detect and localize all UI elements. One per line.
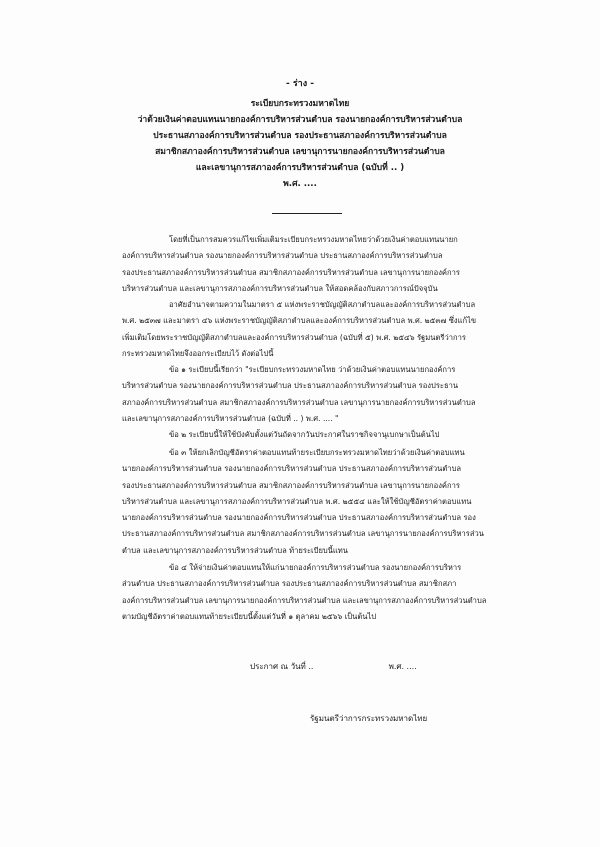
text-line: กระทรวงมหาดไทยจึงออกระเบียบไว้ ดังต่อไปนี้ bbox=[122, 349, 274, 359]
text-line: ข้อ ๔ ให้จ่ายเงินค่าตอบแทนให้แก่นายกองค์การบริหารส่วนตำบล รองนายกองค์การบริหาร bbox=[169, 563, 462, 572]
text-line: ตามบัญชีอัตราค่าตอบแทนท้ายระเบียบนี้ตั้งแต่วันที่ ๑ ตุลาคม ๒๕๖๖ เป็นต้นไป bbox=[122, 611, 377, 621]
heading-line: และเลขานุการสภาองค์การบริหารส่วนตำบล (ฉบับที่ .. ) bbox=[195, 163, 405, 173]
document-heading bbox=[60, 96, 540, 192]
text-line: ข้อ ๑ ระเบียบนี้เรียกว่า "ระเบียบกระทรวงมหาดไทย ว่าด้วยเงินค่าตอบแทนนายกองค์การ bbox=[169, 365, 456, 374]
text-line: นายกองค์การบริหารส่วนตำบล รองนายกองค์การบริหารส่วนตำบล ประธานสภาองค์การบริหารส่วนตำบล รอง bbox=[122, 513, 476, 523]
text-line: เพิ่มเติมโดยพระราชบัญญัติสภาตำบลและองค์การบริหารส่วนตำบล (ฉบับที่ ๕) พ.ศ. ๒๕๔๖ รัฐมนตรีว่าการ bbox=[122, 332, 466, 342]
heading-line: สมาชิกสภาองค์การบริหารส่วนตำบล เลขานุการนายกองค์การบริหารส่วนตำบล bbox=[155, 147, 445, 157]
announcement-date bbox=[250, 660, 417, 673]
text-line: ตำบล และเลขานุการสภาองค์การบริหารส่วนตำบล ท้ายระเบียบนี้แทน bbox=[122, 545, 349, 555]
text-line: พ.ศ. ๒๕๓๗ และมาตรา ๔๖ แห่งพระราชบัญญัติสภาตำบลและองค์การบริหารส่วนตำบล พ.ศ. ๒๕๓๗ ซึ่งแก้ไข bbox=[122, 316, 477, 326]
text-line: ข้อ ๓ ให้ยกเลิกบัญชีอัตราค่าตอบแทนท้ายระเบียบกระทรวงมหาดไทยว่าด้วยเงินค่าตอบแทน bbox=[169, 448, 465, 457]
text-line: ข้อ ๒ ระเบียบนี้ให้ใช้บังคับตั้งแต่วันถัดจากวันประกาศในราชกิจจานุเบกษาเป็นต้นไป bbox=[169, 430, 440, 439]
text-line: โดยที่เป็นการสมควรแก้ไขเพิ่มเติมระเบียบกระทรวงมหาดไทยว่าด้วยเงินค่าตอบแทนนายก bbox=[169, 235, 458, 244]
signatory: รัฐมนตรีว่าการกระทรวงมหาดไทย bbox=[310, 714, 428, 723]
text-line: สภาองค์การบริหารส่วนตำบล สมาชิกสภาองค์การบริหารส่วนตำบล เลขานุการนายกองค์การบริหารส่วนตำบล bbox=[122, 397, 476, 407]
heading-line: ประธานสภาองค์การบริหารส่วนตำบล รองประธานสภาองค์การบริหารส่วนตำบล bbox=[153, 131, 447, 141]
clause-3 bbox=[122, 445, 527, 559]
heading-line: ว่าด้วยเงินค่าตอบแทนนายกองค์การบริหารส่วนตำบล รองนายกองค์การบริหารส่วนตำบล bbox=[137, 115, 463, 125]
text-line: รองประธานสภาองค์การบริหารส่วนตำบล สมาชิกสภาองค์การบริหารส่วนตำบล เลขานุการนายกองค์การ bbox=[122, 267, 460, 277]
text-line: บริหารส่วนตำบล รองนายกองค์การบริหารส่วนตำบล ประธานสภาองค์การบริหารส่วนตำบล รองประธาน bbox=[122, 381, 459, 391]
text-line: บริหารส่วนตำบล และเลขานุการสภาองค์การบริหารส่วนตำบล ให้สอดคล้องกับสภาวการณ์ปัจจุบัน bbox=[122, 283, 438, 293]
text-line: ส่วนตำบล ประธานสภาองค์การบริหารส่วนตำบล รองประธานสภาองค์การบริหารส่วนตำบล สมาชิกสภา bbox=[122, 579, 457, 589]
text-line: ประธานสภาองค์การบริหารส่วนตำบล สมาชิกสภาองค์การบริหารส่วนตำบล เลขานุการนายกองค์การบริหารส่วน bbox=[122, 529, 484, 539]
text-line: นายกองค์การบริหารส่วนตำบล รองนายกองค์การบริหารส่วนตำบล ประธานสภาองค์การบริหารส่วนตำบล bbox=[122, 464, 462, 474]
announced-year: พ.ศ. .... bbox=[388, 662, 417, 671]
heading-line: ระเบียบกระทรวงมหาดไทย bbox=[250, 99, 350, 109]
clause-2 bbox=[122, 427, 527, 443]
text-line: องค์การบริหารส่วนตำบล เลขานุการนายกองค์การบริหารส่วนตำบล และเลขานุการสภาองค์การบริหารส่วนตำบล bbox=[122, 595, 487, 605]
text-line: องค์การบริหารส่วนตำบล รองนายกองค์การบริหารส่วนตำบล ประธานสภาองค์การบริหารส่วนตำบล bbox=[122, 251, 443, 261]
clause-4 bbox=[122, 560, 527, 625]
text-line: บริหารส่วนตำบล และเลขานุการสภาองค์การบริหารส่วนตำบล พ.ศ. ๒๕๕๔ และให้ใช้บัญชีอัตราค่าตอบแทน bbox=[122, 496, 472, 506]
text-line: และเลขานุการสภาองค์การบริหารส่วนตำบล (ฉบับที่ .. ) พ.ศ. .... " bbox=[122, 413, 339, 423]
announced-on: ประกาศ ณ วันที่ .. bbox=[250, 662, 314, 671]
clause-1 bbox=[122, 362, 527, 427]
heading-line: พ.ศ. .... bbox=[283, 179, 317, 189]
heading-divider bbox=[272, 213, 342, 214]
text-line: อาศัยอำนาจตามความในมาตรา ๕ แห่งพระราชบัญญัติสภาตำบลและองค์การบริหารส่วนตำบล bbox=[169, 300, 476, 310]
draft-mark: - ร่าง - bbox=[285, 79, 315, 89]
preamble bbox=[122, 232, 527, 362]
text-line: รองประธานสภาองค์การบริหารส่วนตำบล สมาชิกสภาองค์การบริหารส่วนตำบล เลขานุการนายกองค์การ bbox=[122, 480, 460, 490]
